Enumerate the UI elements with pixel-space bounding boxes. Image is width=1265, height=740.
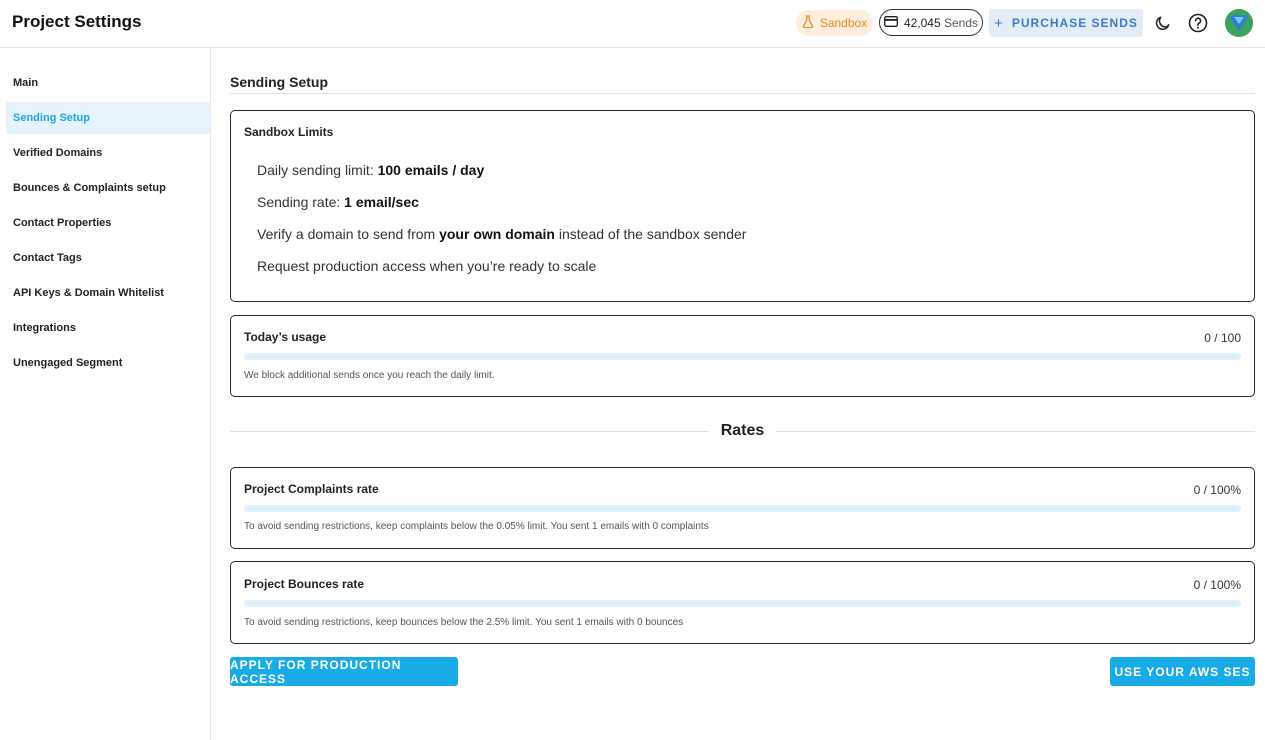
todays-usage-card bbox=[230, 315, 1255, 397]
sidebar-item-api-keys[interactable]: API Keys & Domain Whitelist bbox=[13, 287, 164, 299]
sends-balance-chip[interactable] bbox=[879, 9, 983, 36]
sidebar-item-unengaged-segment[interactable]: Unengaged Segment bbox=[13, 357, 123, 369]
sidebar-item-integrations[interactable]: Integrations bbox=[13, 322, 76, 334]
purchase-sends-label: PURCHASE SENDS bbox=[1011, 16, 1138, 30]
sidebar-item-verified-domains[interactable]: Verified Domains bbox=[13, 147, 103, 159]
usage-title: Today’s usage bbox=[244, 330, 327, 344]
sidebar-item-contact-tags[interactable]: Contact Tags bbox=[13, 252, 82, 264]
complaints-progress-bar bbox=[244, 505, 1241, 512]
complaints-value: 0 / 100% bbox=[1193, 483, 1241, 497]
sending-rate-line: Sending rate: 1 email/sec bbox=[257, 194, 419, 210]
avatar[interactable] bbox=[1225, 9, 1253, 37]
section-title: Sending Setup bbox=[230, 74, 328, 90]
sandbox-limits-title: Sandbox Limits bbox=[244, 125, 334, 139]
usage-value: 0 / 100 bbox=[1204, 331, 1241, 345]
sends-count: 42,045 bbox=[903, 15, 941, 30]
flask-icon bbox=[802, 15, 814, 31]
verify-domain-line: Verify a domain to send from your own domain instead of the sandbox sender bbox=[257, 226, 747, 242]
bounces-rate-card bbox=[230, 561, 1255, 644]
sidebar-item-contact-properties[interactable]: Contact Properties bbox=[13, 217, 112, 229]
bounces-value: 0 / 100% bbox=[1193, 578, 1241, 592]
help-icon[interactable] bbox=[1187, 12, 1209, 34]
section-divider bbox=[230, 93, 1255, 94]
daily-limit-value: 100 emails / day bbox=[377, 162, 485, 178]
request-access-line: Request production access when you’re ready to scale bbox=[257, 258, 597, 274]
sidebar-item-bounces-complaints[interactable]: Bounces & Complaints setup bbox=[13, 182, 166, 194]
moon-icon[interactable] bbox=[1152, 12, 1174, 34]
use-aws-ses-button[interactable]: USE YOUR AWS SES bbox=[1110, 657, 1255, 686]
rates-heading: Rates bbox=[709, 422, 777, 439]
usage-note: We block additional sends once you reach the daily limit. bbox=[244, 370, 495, 381]
purchase-sends-button[interactable] bbox=[989, 9, 1143, 37]
apply-production-access-button[interactable]: APPLY FOR PRODUCTION ACCESS bbox=[230, 657, 458, 686]
rates-divider bbox=[230, 422, 1255, 442]
sidebar-item-sending-setup[interactable]: Sending Setup bbox=[6, 102, 210, 134]
complaints-note: To avoid sending restrictions, keep complaints below the 0.05% limit. You sent 1 emails with 0 complaints bbox=[244, 521, 709, 532]
bounces-title: Project Bounces rate bbox=[244, 577, 365, 591]
settings-sidebar bbox=[0, 49, 211, 740]
credit-card-icon bbox=[884, 16, 898, 30]
complaints-title: Project Complaints rate bbox=[244, 482, 379, 496]
sidebar-item-main[interactable]: Main bbox=[13, 77, 39, 89]
sandbox-badge[interactable] bbox=[796, 10, 873, 36]
page-title: Project Settings bbox=[12, 12, 142, 31]
sandbox-label: Sandbox bbox=[819, 16, 868, 30]
daily-limit-line: Daily sending limit: 100 emails / day bbox=[257, 162, 485, 178]
top-bar bbox=[0, 0, 1265, 48]
sending-rate-value: 1 email/sec bbox=[344, 194, 419, 210]
sends-unit: Sends bbox=[944, 15, 979, 30]
bounces-progress-bar bbox=[244, 600, 1241, 607]
bounces-note: To avoid sending restrictions, keep bounces below the 2.5% limit. You sent 1 emails with 0 bounces bbox=[244, 617, 684, 628]
usage-progress-bar bbox=[244, 353, 1241, 360]
complaints-rate-card bbox=[230, 467, 1255, 549]
plus-icon: + bbox=[994, 14, 1004, 32]
sandbox-limits-card bbox=[230, 110, 1255, 302]
